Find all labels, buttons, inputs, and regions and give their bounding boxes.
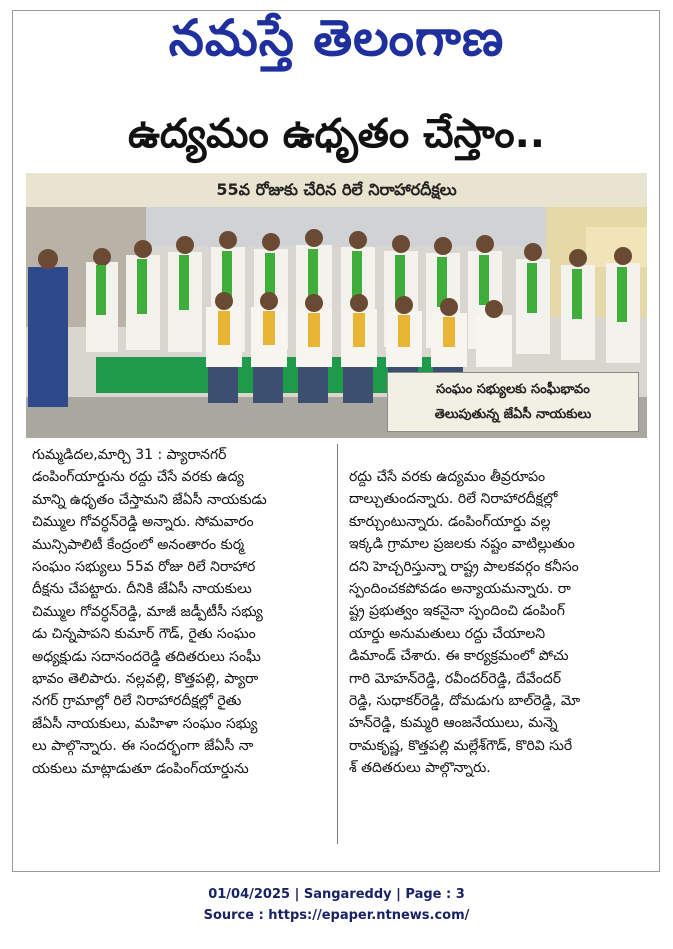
article-line: గారి మోహన్‌రెడ్డి, రవీందర్‌రెడ్డి, దేవేందర్ bbox=[349, 670, 562, 687]
news-photo bbox=[26, 207, 647, 438]
photo-caption-line-2: తెలుపుతున్న జేఏసీ నాయకులు bbox=[434, 407, 592, 422]
article-line: డంపింగ్‌యార్డును రద్దు చేసే వరకు ఉద్య bbox=[32, 469, 244, 486]
article-line: ష్ట్ర ప్రభుత్వం ఇకనైనా స్పందించి డంపింగ్ bbox=[349, 603, 565, 620]
article-line: లు పాల్గొన్నారు. ఈ సందర్భంగా జేఏసీ నా bbox=[32, 738, 254, 755]
news-photo-block bbox=[26, 173, 647, 438]
article-column-left bbox=[32, 444, 328, 864]
article-line: రామకృష్ణ, కొత్తపల్లి మల్లేశ్‌గౌడ్, కొరివి సురే bbox=[349, 737, 573, 754]
photo-caption-line-1: సంఘం సభ్యులకు సంఘీభావం bbox=[436, 382, 590, 397]
article-column-right bbox=[349, 466, 645, 886]
article-line: చిమ్ముల గోవర్ధన్‌రెడ్డి అన్నారు. సోమవారం bbox=[32, 514, 254, 531]
article-line: ఇక్కడి గ్రామాల ప్రజలకు నష్టం వాటిల్లుతుం bbox=[349, 536, 575, 553]
article-line: అధ్యక్షుడు సదానందరెడ్డి తదితరులు సంఘీ bbox=[32, 648, 261, 665]
article-line: చిమ్ముల గోవర్ధన్‌రెడ్డి, మాజీ జడ్పీటీసీ సభ్యు bbox=[32, 603, 263, 620]
article-line: మున్సిపాలిటీ కేంద్రంలో అనంతారం కుర్మ bbox=[32, 536, 245, 553]
article-line: దీక్షను చేపట్టారు. దీనికి జేఏసీ నాయకులు bbox=[32, 581, 252, 598]
article-line: రద్దు చేసే వరకు ఉద్యమం తీవ్రరూపం bbox=[349, 469, 546, 485]
article-line: డు చిన్నపాపని కుమార్ గౌడ్, రైతు సంఘం bbox=[32, 626, 256, 643]
article-headline: ఉద్యమం ఉధృతం చేస్తాం.. bbox=[127, 111, 545, 157]
source-link[interactable]: Source : https://epaper.ntnews.com/ bbox=[203, 908, 470, 923]
edition-info: 01/04/2025 | Sangareddy | Page : 3 bbox=[208, 887, 465, 902]
article-line: సంఘం సభ్యులు 55వ రోజు రిలే నిరాహార bbox=[32, 559, 256, 576]
article-line: మాన్ని ఉధృతం చేస్తామని జేఏసీ నాయకుడు bbox=[32, 491, 267, 508]
article-line: యకులు మాట్లాడుతూ డంపింగ్‌యార్డును bbox=[32, 760, 249, 777]
article-line: డిమాండ్ చేశారు. ఈ కార్యక్రమంలో పోచు bbox=[349, 648, 569, 665]
article-line: దాల్చుతుందన్నారు. రిలే నిరాహారదీక్షల్లో bbox=[349, 491, 558, 508]
article-line: రెడ్డి, సుధాకర్‌రెడ్డి, దోమడుగు బాల్‌రెడ్డి, మో bbox=[349, 693, 581, 710]
article-line: నగర్ గ్రామాల్లో రిలే నిరాహారదీక్షల్లో రైతు bbox=[32, 693, 242, 710]
newspaper-masthead: నమస్తే తెలంగాణ bbox=[168, 9, 505, 67]
photo-caption-box bbox=[387, 372, 639, 432]
article-line: భావం తెలిపారు. నల్లవల్లి, కొత్తపల్లి, ప్యారా bbox=[32, 671, 259, 688]
article-line: జేఏసీ నాయకులు, మహిళా సంఘం సభ్యు bbox=[32, 715, 258, 732]
article-line: శ్ తదితరులు పాల్గొన్నారు. bbox=[349, 760, 491, 777]
article-line: దని హెచ్చరిస్తున్నా రాష్ట్ర పాలకవర్గం కనీసం bbox=[349, 558, 579, 575]
article-line: గుమ్మడిదల,మార్చి 31 : ప్యారానగర్ bbox=[32, 447, 227, 463]
article-line: యార్డు అనుమతులు రద్దు చేయాలని bbox=[349, 625, 546, 642]
article-line: కూర్చుంటున్నారు. డంపింగ్‌యార్డు వల్ల bbox=[349, 513, 551, 530]
photo-header-caption: 55వ రోజుకు చేరిన రిలే నిరాహారదీక్షలు bbox=[26, 173, 647, 207]
article-line: స్పందించకపోవడం అన్యాయమన్నారు. రా bbox=[349, 581, 571, 598]
column-divider bbox=[337, 444, 338, 844]
article-line: హన్‌రెడ్డి, కుమ్మరి ఆంజనేయులు, మన్నె bbox=[349, 715, 558, 732]
